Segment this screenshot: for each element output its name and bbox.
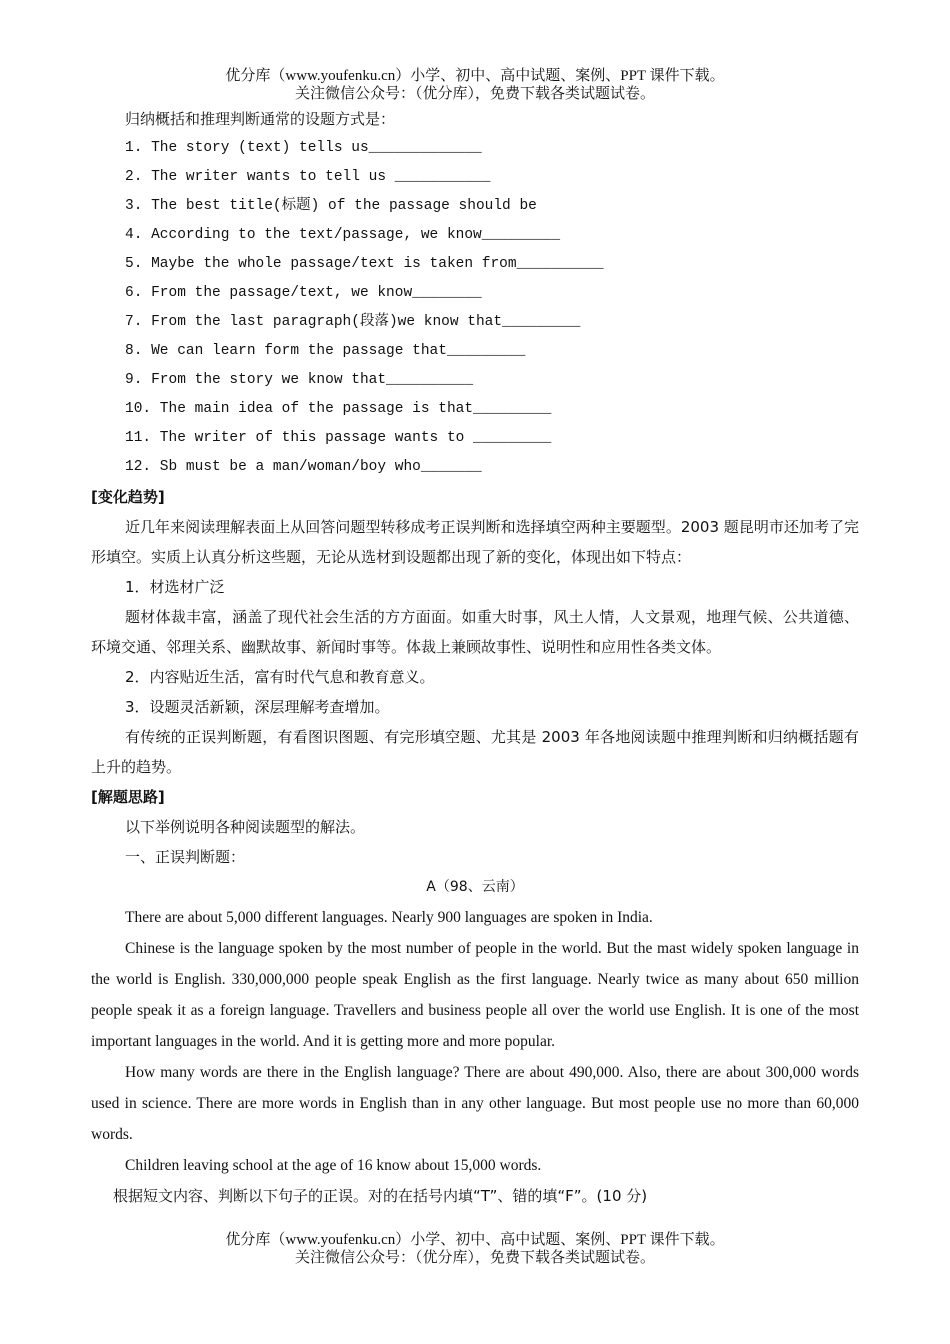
question-form-item: 2. The writer wants to tell us ___________ [125,169,491,185]
passage-paragraph: Children leaving school at the age of 16 know about 15,000 words. [125,1157,542,1174]
question-form-item: 5. Maybe the whole passage/text is taken from__________ [125,256,604,272]
header-line-2: 关注微信公众号：（优分库），免费下载各类试题试卷。 [294,86,655,102]
passage-paragraph: Chinese is the language spoken by the most number of people in the world. But the mast widely spoken language in the world is English. 330,000,000 people speak English as the first language. Nearly twice as many about 650 million people speak it as a foreign language. Travellers and business people all over the world use English. It is one of the most important languages in the world. And it is getting more and more popular. [91,940,859,1050]
passage-paragraph: There are about 5,000 different languages. Nearly 900 languages are spoken in India. [125,909,653,926]
approach-heading: [解题思路] [91,788,165,806]
trend-point-3: 3．设题灵活新颖，深层理解考查增加。 [125,698,390,716]
approach-line-1: 以下举例说明各种阅读题型的解法。 [125,818,366,836]
trend-point-1: 1．材选材广泛 [125,578,225,596]
trend-point-2: 2．内容贴近生活，富有时代气息和教育意义。 [125,668,435,686]
question-form-item: 12. Sb must be a man/woman/boy who_______ [125,459,482,475]
question-form-list [91,134,859,482]
exercise-instruction: 根据短文内容、判断以下句子的正误。对的在括号内填“T”、错的填“F”。(10 分) [113,1187,648,1205]
page-header [0,67,950,103]
question-form-item: 3. The best title(标题) of the passage should be [125,198,537,214]
question-form-item: 11. The writer of this passage wants to _________ [125,430,552,446]
approach-line-2: 一、正误判断题： [125,848,246,866]
footer-line-2: 关注微信公众号：（优分库），免费下载各类试题试卷。 [294,1250,655,1266]
trend-heading: [变化趋势] [91,488,165,506]
question-form-item: 10. The main idea of the passage is that_________ [125,401,552,417]
page-footer [0,1231,950,1267]
intro-text: 归纳概括和推理判断通常的设题方式是： [125,110,396,128]
trend-paragraph-1: 近几年来阅读理解表面上从回答问题型转移成考正误判断和选择填空两种主要题型。2003 题昆明市还加考了完形填空。实质上认真分析这些题，无论从选材到设题都出现了新的变化，体现出如下特点： [91,518,859,566]
question-form-item: 8. We can learn form the passage that_________ [125,343,526,359]
passage-title: A（98、云南） [426,879,524,895]
question-form-item: 6. From the passage/text, we know________ [125,285,482,301]
passage-paragraph: How many words are there in the English language? There are about 490,000. Also, there are about 300,000 words used in science. There are more words in English than in any other language. But most people use no more than 60,000 words. [91,1064,859,1143]
document-body [91,104,859,1211]
footer-line-1: 优分库（www.youfenku.cn）小学、初中、高中试题、案例、PPT 课件下载。 [225,1232,725,1248]
trend-paragraph-2: 题材体裁丰富，涵盖了现代社会生活的方方面面。如重大时事，风土人情，人文景观，地理气候、公共道德、环境交通、邻理关系、幽默故事、新闻时事等。体裁上兼顾故事性、说明性和应用性各类文体。 [91,608,859,656]
header-line-1: 优分库（www.youfenku.cn）小学、初中、高中试题、案例、PPT 课件下载。 [225,68,725,84]
question-form-item: 7. From the last paragraph(段落)we know that_________ [125,314,581,330]
trend-paragraph-3: 有传统的正误判断题，有看图识图题、有完形填空题、尤其是 2003 年各地阅读题中推理判断和归纳概括题有上升的趋势。 [91,728,859,776]
question-form-item: 4. According to the text/passage, we know_________ [125,227,561,243]
question-form-item: 1. The story (text) tells us_____________ [125,140,482,156]
question-form-item: 9. From the story we know that__________ [125,372,474,388]
